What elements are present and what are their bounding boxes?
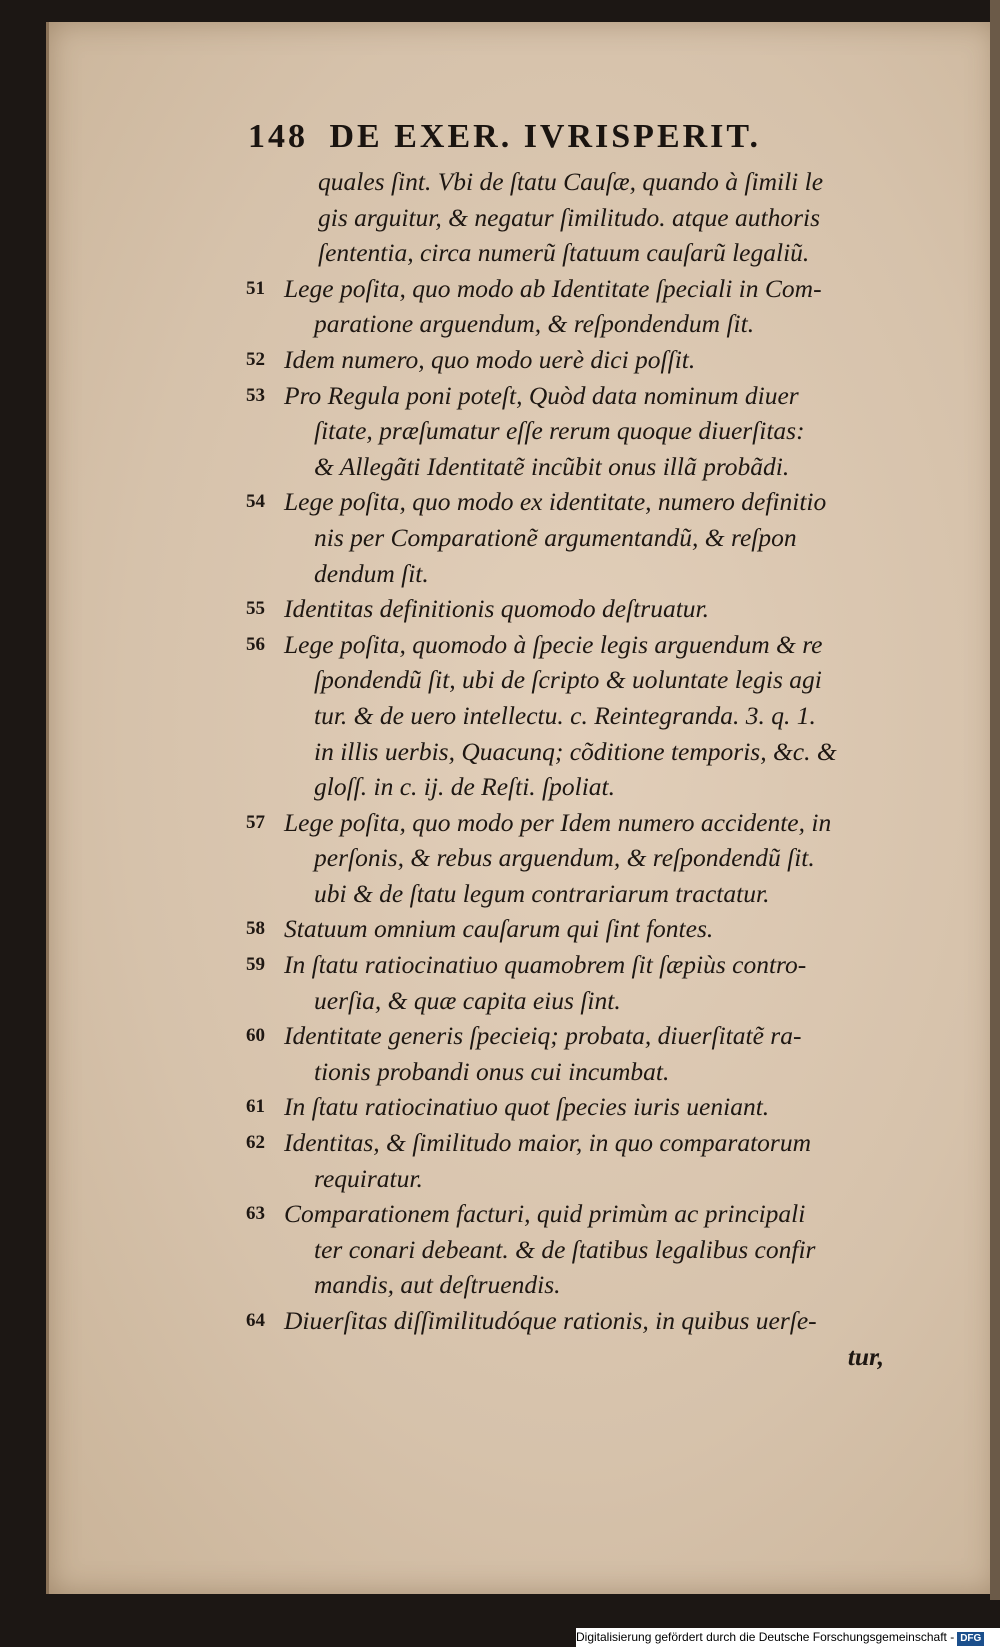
text-line: Lege poſita, quo modo ab Identitate ſpeciali in Com- [284, 273, 822, 303]
index-entry [248, 1125, 948, 1196]
text-line: nis per Comparationẽ argumentandũ, & reſpon [314, 522, 797, 552]
text-line: & Allegãti Identitatẽ incũbit onus illã probãdi. [314, 451, 790, 481]
page-body [248, 164, 948, 1374]
entry-number: 60 [246, 1025, 265, 1047]
text-line: ſitate, præſumatur eſſe rerum quoque diuerſitas: [314, 416, 805, 446]
entry-text [284, 271, 948, 342]
entry-number: 56 [246, 633, 265, 655]
text-line: Lege poſita, quomodo à ſpecie legis arguendum & re [284, 629, 823, 659]
entry-text [284, 484, 948, 591]
index-entry [248, 1303, 948, 1339]
catchword: tur, [847, 1341, 884, 1371]
page-edge [990, 0, 1000, 1600]
text-line: dendum ſit. [314, 558, 429, 588]
text-line: mandis, aut deſtruendis. [314, 1270, 561, 1300]
text-line: Diuerſitas diſſimilitudóque rationis, in quibus uerſe- [284, 1306, 817, 1335]
text-line: In ſtatu ratiocinatiuo quot ſpecies iuris ueniant. [284, 1092, 770, 1122]
entry-number: 62 [246, 1132, 265, 1154]
entry-text [284, 1125, 948, 1196]
entry-number: 64 [246, 1310, 265, 1331]
text-line: Idem numero, quo modo uerè dici poſſit. [284, 344, 696, 374]
text-line: tionis probandi onus cui incumbat. [314, 1056, 670, 1086]
entry-number: 58 [246, 918, 265, 940]
numbered-entries [248, 271, 948, 1339]
digitization-credit [576, 1628, 1000, 1647]
text-line: Comparationem facturi, quid primùm ac principali [284, 1199, 806, 1229]
index-entry [248, 1196, 948, 1303]
text-line: In ſtatu ratiocinatiuo quamobrem ſit ſæpiùs contro- [284, 950, 807, 980]
entry-text [284, 378, 948, 485]
index-entry [248, 271, 948, 342]
text-line: Lege poſita, quo modo per Idem numero accidente, in [284, 807, 832, 837]
text-line: Identitas definitionis quomodo deſtruatur. [284, 594, 709, 624]
text-line: ſpondendũ ſit, ubi de ſcripto & uoluntate legis agi [314, 665, 822, 695]
running-header [248, 118, 888, 160]
entry-text [284, 947, 948, 1018]
continuation-paragraph [248, 164, 948, 271]
entry-number: 59 [246, 954, 265, 976]
entry-text [284, 1303, 948, 1339]
index-entry [248, 591, 948, 627]
entry-number: 54 [246, 491, 265, 513]
index-entry [248, 484, 948, 591]
text-line: uerſia, & quæ capita eius ſint. [314, 985, 621, 1015]
continuation-text [318, 164, 948, 271]
text-line: Lege poſita, quo modo ex identitate, numero definitio [284, 487, 827, 517]
index-entry [248, 1089, 948, 1125]
entry-number: 53 [246, 384, 265, 406]
index-entry [248, 805, 948, 912]
text-line: quales ſint. Vbi de ſtatu Cauſæ, quando à ſimili le [318, 167, 824, 196]
index-entry [248, 342, 948, 378]
text-line: tur. & de uero intellectu. c. Reintegranda. 3. q. 1. [314, 700, 816, 730]
entry-number: 55 [246, 598, 265, 620]
entry-text [284, 911, 948, 947]
text-line: ſententia, circa numerũ ſtatuum cauſarũ legaliũ. [318, 238, 810, 268]
running-title: DE EXER. IVRISPERIT. [329, 118, 762, 155]
entry-number: 57 [246, 811, 265, 833]
entry-number: 51 [246, 277, 265, 299]
text-line: ubi & de ſtatu legum contrariarum tractatur. [314, 878, 770, 908]
index-entry [248, 947, 948, 1018]
text-line: ter conari debeant. & de ſtatibus legalibus confir [314, 1234, 816, 1264]
text-line: perſonis, & rebus arguendum, & reſpondendũ ſit. [314, 843, 815, 873]
entry-text [284, 627, 948, 805]
dfg-logo: DFG [957, 1632, 984, 1646]
text-line: gis arguitur, & negatur ſimilitudo. atque authoris [318, 202, 821, 232]
index-entry [248, 911, 948, 947]
entry-text [284, 1089, 948, 1125]
text-line: gloſſ. in c. ij. de Reſti. ſpoliat. [314, 772, 616, 802]
text-line: Pro Regula poni poteſt, Quòd data nominum diuer [284, 380, 799, 410]
index-entry [248, 378, 948, 485]
entry-text [284, 591, 948, 627]
index-entry [248, 627, 948, 805]
entry-text [284, 1196, 948, 1303]
text-line: Identitas, & ſimilitudo maior, in quo comparatorum [284, 1128, 812, 1158]
text-line: requiratur. [314, 1163, 423, 1193]
index-entry [248, 1018, 948, 1089]
credit-text: Digitalisierung gefördert durch die Deutsche Forschungsgemeinschaft - [576, 1630, 955, 1644]
text-line: paratione arguendum, & reſpondendum ſit. [314, 309, 755, 339]
text-line: in illis uerbis, Quacunq; cõditione temporis, &c. & [314, 736, 837, 766]
entry-number: 63 [246, 1203, 265, 1225]
entry-text [284, 1018, 948, 1089]
entry-text [284, 342, 948, 378]
text-line: Identitate generis ſpecieiq; probata, diuerſitatẽ ra- [284, 1021, 802, 1051]
text-line: Statuum omnium cauſarum qui ſint fontes. [284, 914, 714, 944]
entry-number: 52 [246, 348, 265, 370]
entry-text [284, 805, 948, 912]
page-number: 148 [248, 118, 308, 155]
entry-number: 61 [246, 1096, 265, 1118]
